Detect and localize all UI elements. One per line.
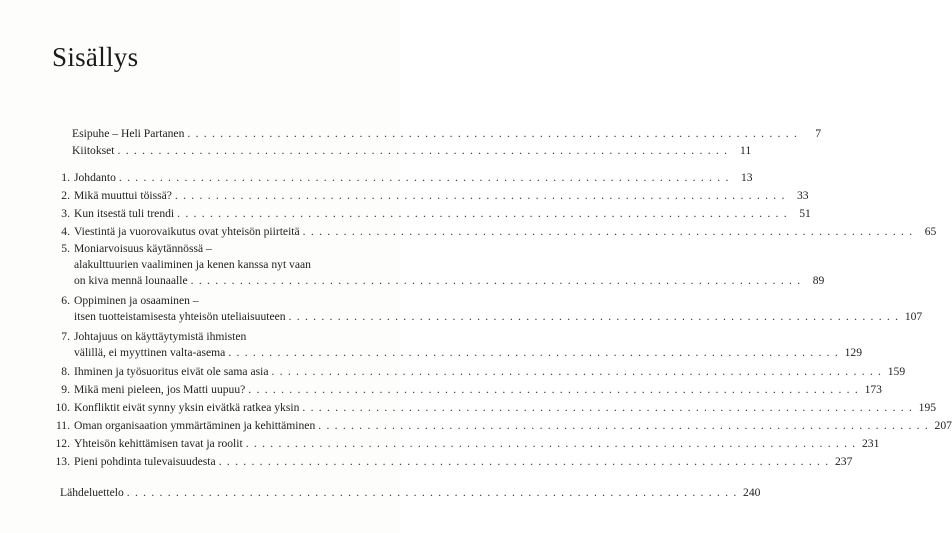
toc-entry-chapter-5 [74, 274, 825, 288]
toc-entry-page: 11 [740, 144, 752, 157]
chapter-number: 6. [61, 294, 70, 307]
dot-leader [318, 419, 929, 433]
dot-leader [175, 189, 786, 203]
dot-leader [187, 127, 798, 141]
toc-entry-chapter-12 [74, 437, 880, 451]
toc-entry-label: Yhteisön kehittämisen tavat ja roolit [74, 437, 243, 450]
chapter-number: 10. [55, 401, 70, 414]
chapter-number: 4. [61, 225, 70, 238]
toc-entry-chapter-3 [74, 207, 811, 221]
toc-entry-chapter-1 [74, 171, 753, 185]
toc-entry-label: Konfliktit eivät synny yksin eivätkä ratkea yksin [74, 401, 300, 414]
toc-entry-chapter-6 [74, 310, 923, 324]
toc-entry-label: alakulttuurien vaaliminen ja kenen kanssa nyt vaan [74, 258, 311, 271]
dot-leader [219, 455, 830, 469]
page-title: Sisällys [52, 42, 139, 72]
toc-entry-page: 65 [924, 225, 937, 238]
dot-leader [127, 486, 738, 500]
toc-entry-chapter-11 [74, 419, 952, 433]
chapter-number: 11. [55, 419, 70, 432]
toc-entry-label: Pieni pohdinta tulevaisuudesta [74, 455, 216, 468]
toc-entry-label: välillä, ei myyttinen valta-asema [74, 346, 226, 359]
dot-leader [289, 310, 900, 324]
chapter-number: 13. [55, 455, 70, 468]
chapter-number: 7. [61, 330, 70, 343]
toc-entry-chapter-4 [74, 225, 937, 239]
toc-entry-page: 33 [796, 189, 809, 202]
toc-entry-label: itsen tuotteistamisesta yhteisön uteliaisuuteen [74, 310, 286, 323]
dot-leader [303, 225, 914, 239]
toc-entry-page: 13 [740, 171, 753, 184]
dot-leader [191, 274, 802, 288]
toc-entry-bibliography [60, 486, 761, 500]
toc-entry-chapter-8 [74, 365, 906, 379]
dot-leader [228, 346, 839, 360]
toc-entry-label: Ihminen ja työsuoritus eivät ole sama asia [74, 365, 269, 378]
toc-entry-page: 129 [844, 346, 862, 359]
toc-entry-page: 51 [799, 207, 811, 220]
toc-entry-label: Kiitokset [72, 144, 115, 157]
toc-entry-chapter-10 [74, 401, 937, 415]
toc-entry-label: Esipuhe – Heli Partanen [72, 127, 185, 140]
toc-entry-page: 240 [743, 486, 761, 499]
toc-entry-label: Johdanto [74, 171, 116, 184]
chapter-number: 1. [61, 171, 70, 184]
toc-entry-label: Mikä muuttui töissä? [74, 189, 172, 202]
toc-entry-page: 89 [812, 274, 825, 287]
toc-entry-page: 173 [864, 383, 882, 396]
toc-entry-page: 107 [904, 310, 923, 323]
toc-entry-page: 195 [918, 401, 937, 414]
toc-entry-label: on kiva mennä lounaalle [74, 274, 188, 287]
toc-entry-label: Lähdeluettelo [60, 486, 124, 499]
toc-entry-foreword [72, 127, 822, 141]
toc-entry-acknowledgements [72, 144, 752, 158]
toc-entry-label: Oman organisaation ymmärtäminen ja kehittäminen [74, 419, 316, 432]
toc-entry-chapter-2 [74, 189, 809, 203]
toc-entry-page: 237 [834, 455, 853, 468]
chapter-number: 9. [61, 383, 70, 396]
dot-leader [248, 383, 859, 397]
toc-entry-page: 7 [815, 127, 822, 140]
dot-leader [119, 171, 730, 185]
toc-entry-page: 207 [934, 419, 952, 432]
toc-entry-chapter-9 [74, 383, 882, 397]
dot-leader [118, 144, 729, 158]
dot-leader [271, 365, 882, 379]
chapter-number: 8. [61, 365, 70, 378]
toc-entry-label: Moniarvoisuus käytännössä – [74, 242, 212, 255]
toc-entry-label: Viestintä ja vuorovaikutus ovat yhteisön piirteitä [74, 225, 300, 238]
dot-leader [177, 207, 788, 221]
toc-entry-page: 231 [862, 437, 880, 450]
toc-entry-label: Oppiminen ja osaaminen – [74, 294, 199, 307]
toc-entry-label: Kun itsestä tuli trendi [74, 207, 175, 220]
toc-entry-chapter-13 [74, 455, 853, 469]
toc-entry-chapter-7 [74, 346, 862, 360]
chapter-number: 3. [61, 207, 70, 220]
dot-leader [246, 437, 857, 451]
chapter-number: 12. [55, 437, 70, 450]
chapter-number: 5. [61, 242, 70, 255]
toc-entry-label: Johtajuus on käyttäytymistä ihmisten [74, 330, 247, 343]
toc-entry-label: Mikä meni pieleen, jos Matti uupuu? [74, 383, 246, 396]
toc-entry-page: 159 [887, 365, 906, 378]
chapter-number: 2. [61, 189, 70, 202]
dot-leader [302, 401, 913, 415]
